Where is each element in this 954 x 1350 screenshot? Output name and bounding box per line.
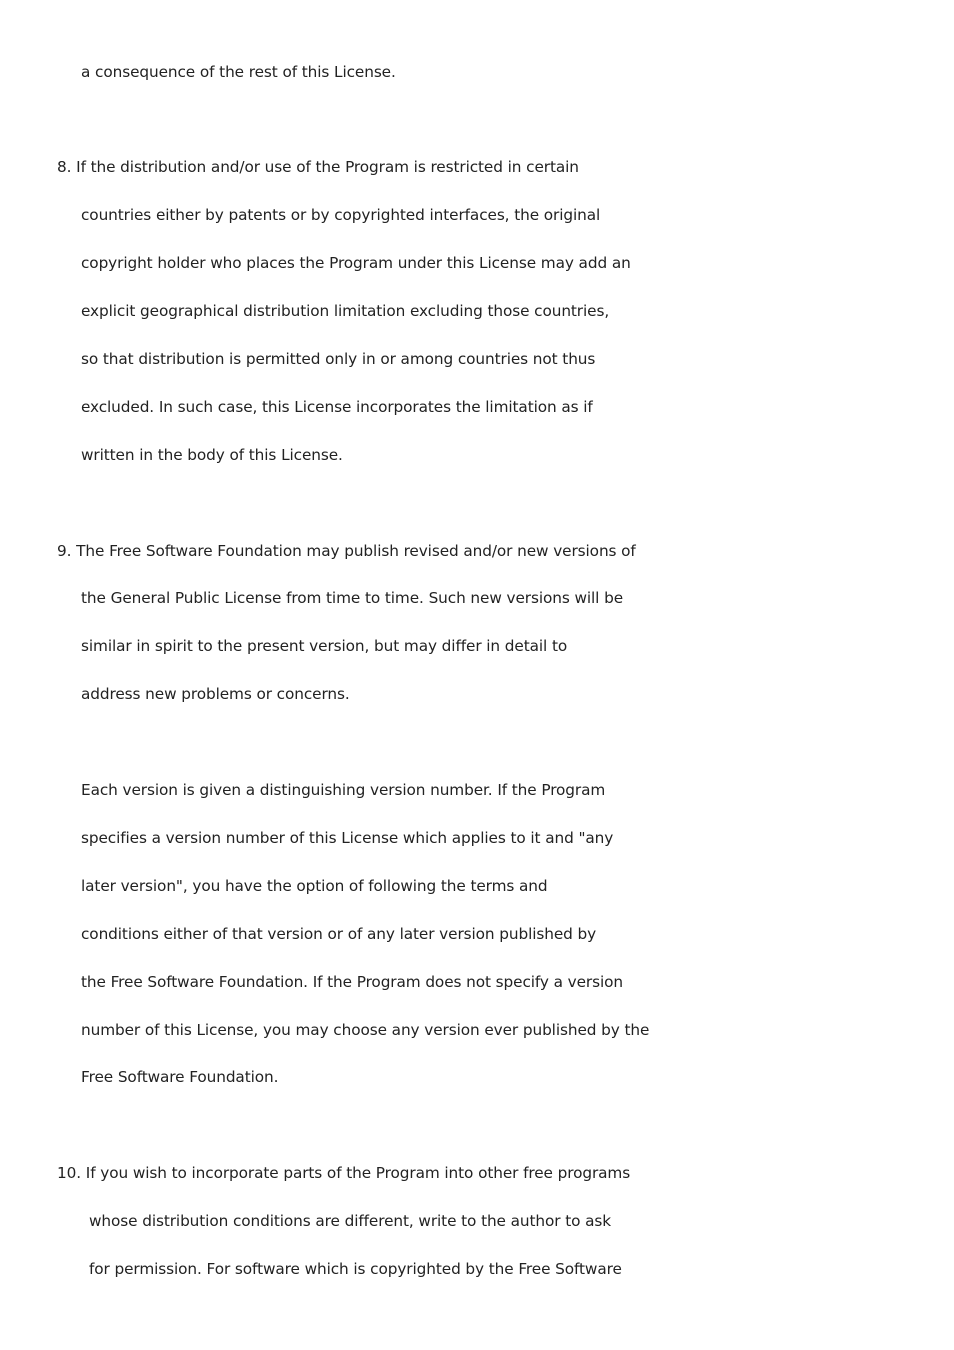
text-line: specifies a version number of this License which applies to it and "any — [81, 829, 614, 847]
section-8-heading: 8. If the distribution and/or use of the Program is restricted in certain — [57, 158, 579, 176]
section-9-heading: 9. The Free Software Foundation may publish revised and/or new versions of — [57, 542, 636, 560]
text-line: similar in spirit to the present version, but may differ in detail to — [81, 637, 568, 655]
section-10-heading: 10. If you wish to incorporate parts of the Program into other free programs — [57, 1164, 631, 1182]
text-line: so that distribution is permitted only in or among countries not thus — [81, 350, 596, 368]
text-line: copyright holder who places the Program under this License may add an — [81, 254, 631, 272]
text-line: for permission. For software which is copyrighted by the Free Software — [89, 1260, 622, 1278]
text-line: Free Software Foundation. — [81, 1068, 279, 1086]
text-line: number of this License, you may choose any version ever published by the — [81, 1021, 650, 1039]
text-line: whose distribution conditions are different, write to the author to ask — [89, 1212, 612, 1230]
text-line: the Free Software Foundation. If the Program does not specify a version — [81, 973, 623, 991]
text-line: address new problems or concerns. — [81, 685, 350, 703]
text-line: explicit geographical distribution limitation excluding those countries, — [81, 302, 610, 320]
text-line: excluded. In such case, this License incorporates the limitation as if — [81, 398, 593, 416]
text-line: countries either by patents or by copyrighted interfaces, the original — [81, 206, 601, 224]
text-line: the General Public License from time to time. Such new versions will be — [81, 589, 624, 607]
text-line: conditions either of that version or of any later version published by — [81, 925, 597, 943]
text-line: Each version is given a distinguishing version number. If the Program — [81, 781, 606, 799]
text-line: a consequence of the rest of this License. — [81, 63, 396, 81]
text-line: written in the body of this License. — [81, 446, 343, 464]
text-line: later version", you have the option of following the terms and — [81, 877, 548, 895]
